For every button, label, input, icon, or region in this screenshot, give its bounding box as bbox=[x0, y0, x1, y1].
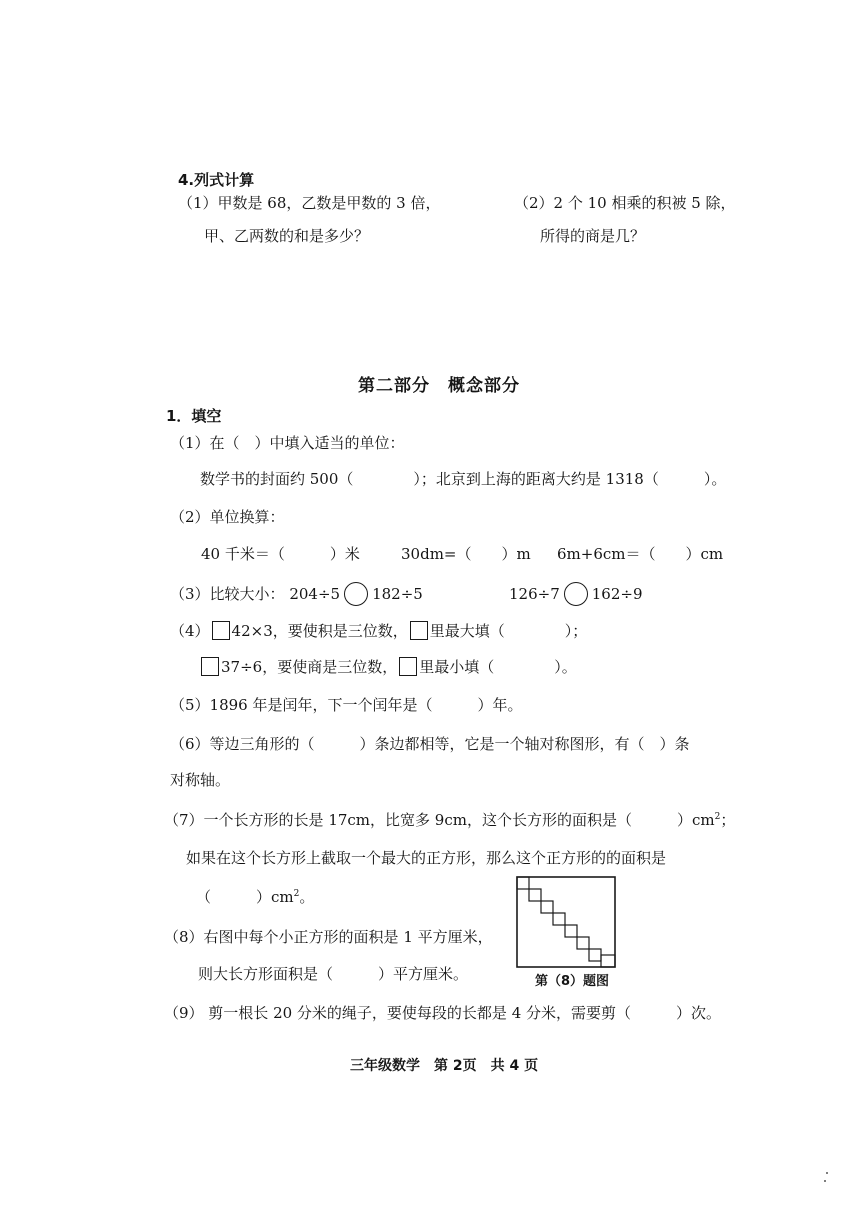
q8-line-1: （8）右图中每个小正方形的面积是 1 平方厘米， bbox=[164, 928, 493, 946]
q3-a-right: 182÷5 bbox=[372, 585, 423, 603]
staircase-squares-figure bbox=[516, 876, 616, 968]
question-heading: 4.列式计算 bbox=[178, 171, 255, 189]
q5: （5）1896 年是闰年，下一个闰年是（ ）年。 bbox=[170, 696, 523, 714]
q9: （9） 剪一根长 20 分米的绳子，要使每段的长都是 4 分米，需要剪（ ）次。 bbox=[164, 1004, 722, 1022]
superscript: 2 bbox=[293, 889, 300, 899]
q7-line-3 bbox=[196, 887, 314, 907]
q7-line-3-end: 。 bbox=[299, 888, 315, 906]
q7-line-1 bbox=[164, 810, 735, 830]
q6-line-2: 对称轴。 bbox=[170, 771, 231, 789]
q7-line-2: 如果在这个长方形上截取一个最大的正方形，那么这个正方形的的面积是 bbox=[186, 849, 667, 867]
superscript: 2 bbox=[714, 812, 721, 822]
q6-line-1: （6）等边三角形的（ ）条边都相等，它是一个轴对称图形，有（ ）条 bbox=[170, 735, 690, 753]
q1-text: 数学书的封面约 500（ ）；北京到上海的距离大约是 1318（ ）。 bbox=[200, 470, 727, 488]
q2-prompt: （2）单位换算： bbox=[170, 508, 285, 526]
compare-circle-blank[interactable] bbox=[564, 582, 588, 606]
q1-prompt: （1）在（ ）中填入适当的单位： bbox=[170, 434, 405, 452]
calc-question-1-line-1: （1）甲数是 68，乙数是甲数的 3 倍， bbox=[178, 194, 441, 212]
q4-line-2 bbox=[199, 657, 577, 677]
scan-speck bbox=[824, 1180, 826, 1182]
scan-speck bbox=[826, 1172, 828, 1174]
q4-line-1 bbox=[170, 621, 587, 641]
q3-line-b bbox=[509, 582, 643, 606]
q2-conversion-b: 30dm=（ ）m bbox=[401, 545, 531, 563]
q4-line-1-b: 里最大填（ ）； bbox=[429, 622, 588, 640]
calc-question-2-line-1: （2）2 个 10 相乘的积被 5 除， bbox=[514, 194, 736, 212]
compare-circle-blank[interactable] bbox=[344, 582, 368, 606]
q7-line-1-text: （7）一个长方形的长是 17cm，比宽多 9cm，这个长方形的面积是（ ）cm bbox=[164, 811, 715, 829]
square-blank[interactable] bbox=[410, 621, 428, 640]
fill-blank-heading: 1．填空 bbox=[166, 407, 222, 425]
q3-a-left: 204÷5 bbox=[289, 585, 341, 603]
q3-line bbox=[170, 582, 423, 606]
square-blank[interactable] bbox=[399, 657, 417, 676]
q8-line-2: 则大长方形面积是（ ）平方厘米。 bbox=[198, 965, 469, 983]
q4-line-1-a: 42×3，要使积是三位数， bbox=[231, 622, 408, 640]
square-blank[interactable] bbox=[212, 621, 230, 640]
calc-question-2-line-2: 所得的商是几？ bbox=[540, 227, 646, 245]
q7-line-3-text: （ ）cm bbox=[196, 888, 294, 906]
q3-label: （3）比较大小： bbox=[170, 585, 285, 603]
calc-question-1-line-2: 甲、乙两数的和是多少？ bbox=[204, 227, 370, 245]
section-title: 第二部分 概念部分 bbox=[358, 376, 520, 396]
q4-label: （4） bbox=[170, 622, 210, 640]
q4-line-2-b: 里最小填（ ）。 bbox=[419, 658, 577, 676]
q2-conversion-c: 6m+6cm＝（ ）cm bbox=[557, 545, 724, 563]
q4-line-2-a: 37÷6，要使商是三位数， bbox=[221, 658, 398, 676]
q3-b-left: 126÷7 bbox=[509, 585, 560, 603]
page-footer: 三年级数学 第 2页 共 4 页 bbox=[350, 1058, 539, 1074]
square-blank[interactable] bbox=[201, 657, 219, 676]
figure-caption: 第（8）题图 bbox=[535, 974, 610, 989]
q3-b-right: 162÷9 bbox=[591, 585, 643, 603]
q2-conversion-a: 40 千米＝（ ）米 bbox=[201, 545, 360, 563]
q7-line-1-end: ； bbox=[720, 811, 736, 829]
